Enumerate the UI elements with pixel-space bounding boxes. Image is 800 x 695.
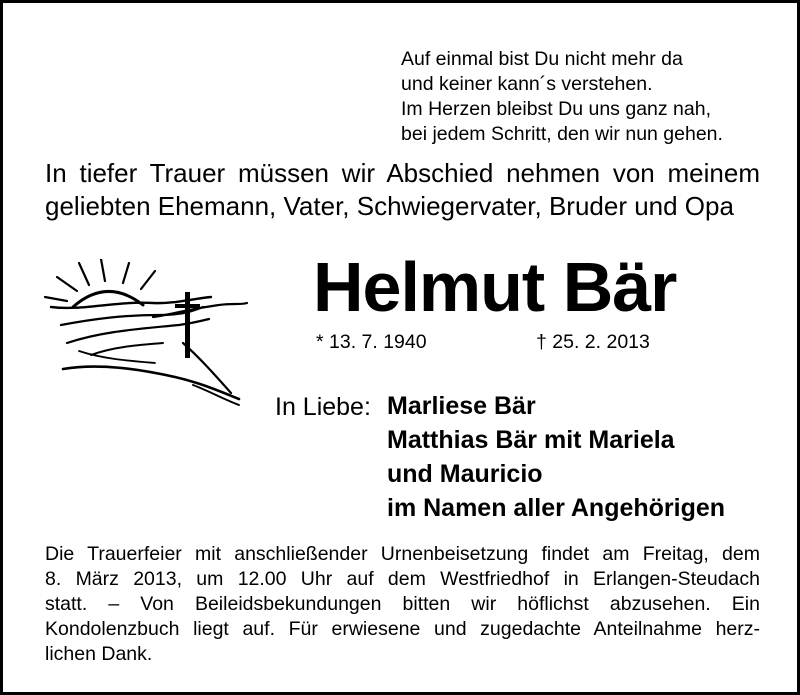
deceased-name: Helmut Bär	[313, 248, 677, 326]
mourner-line: und Mauricio	[387, 460, 543, 488]
poem-line: Auf einmal bist Du nicht mehr da	[401, 48, 683, 70]
notice-line: Die Trauerfeier mit anschließender Urnenbeisetzung findet am Freitag, dem	[45, 543, 760, 565]
in-love-label: In Liebe:	[275, 393, 371, 421]
funeral-notice	[45, 542, 760, 667]
poem-line: Im Herzen bleibst Du uns ganz nah,	[401, 98, 712, 120]
mourner-line: im Namen aller Angehörigen	[387, 494, 726, 522]
birth-date: * 13. 7. 1940	[316, 331, 427, 353]
memorial-poem	[401, 47, 723, 147]
poem-line: bei jedem Schritt, den wir nun gehen.	[401, 123, 723, 145]
notice-line: Kondolenzbuch liegt auf. Für erwiesene und zugedachte Anteilnahme herz-	[45, 618, 760, 640]
notice-line: statt. – Von Beileidsbekundungen bitten wir höflichst abzusehen. Ein	[45, 593, 760, 615]
notice-line: 8. März 2013, um 12.00 Uhr auf dem Westfriedhof in Erlangen-Steudach	[45, 568, 760, 590]
poem-line: und keiner kann´s verstehen.	[401, 73, 653, 95]
mourner-line: Marliese Bär	[387, 392, 536, 420]
mourner-line: Matthias Bär mit Mariela	[387, 426, 675, 454]
death-date: † 25. 2. 2013	[536, 331, 650, 353]
intro-text: In tiefer Trauer müssen wir Abschied nehmen von meinem geliebten Ehemann, Vater, Schwiegervater, Bruder und Opa	[45, 158, 760, 221]
sunset-cross-icon	[43, 259, 253, 411]
mourners-list	[387, 389, 725, 525]
notice-line: lichen Dank.	[45, 643, 153, 665]
